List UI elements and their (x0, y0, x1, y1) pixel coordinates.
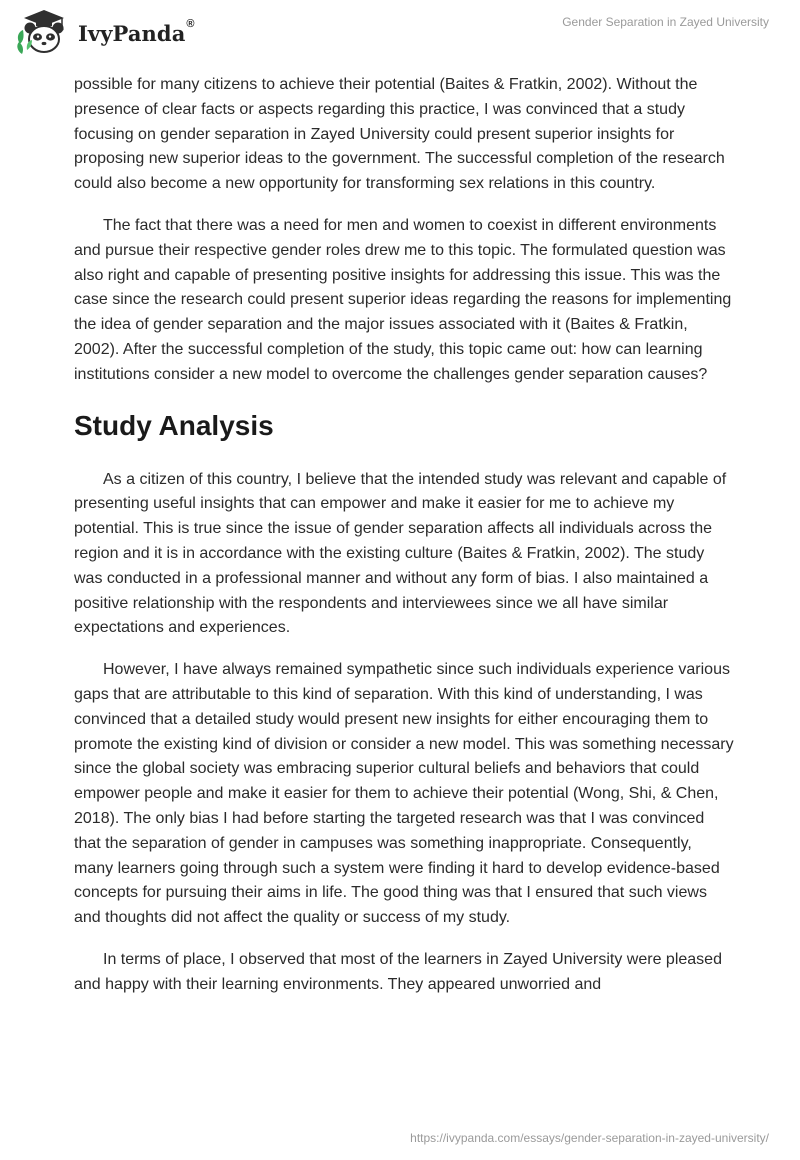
paragraph: As a citizen of this country, I believe that the intended study was relevant and capable of presenting useful insights that can empower and make it easier for me to achieve my potential. This is true since the issue of gender separation affects all individuals across the region and it is in accordance with the existing culture (Baites & Fratkin, 2002). The study was conducted in a professional manner and without any form of bias. I also maintained a positive relationship with the respondents and interviewees since we all have similar expectations and experiences. (74, 470, 727, 637)
paragraph: The fact that there was a need for men and women to coexist in different environments and pursue their respective gender roles drew me to this topic. The formulated question was also right and capable of presenting positive insights for addressing this issue. This was the case since the research could present superior ideas regarding the reasons for implementing the idea of gender separation and the major issues associated with it (Baites & Fratkin, 2002). After the successful completion of the study, this topic came out: how can learning institutions consider a new model to overcome the challenges gender separation causes? (74, 216, 732, 383)
section-heading: Study Analysis (74, 409, 274, 441)
registered-mark: ® (186, 17, 195, 30)
ivypanda-logo[interactable] (14, 8, 195, 58)
source-url-link[interactable]: https://ivypanda.com/essays/gender-separation-in-zayed-university/ (410, 1131, 769, 1145)
document-title: Gender Separation in Zayed University (562, 15, 769, 29)
paragraph-continued: possible for many citizens to achieve their potential (Baites & Fratkin, 2002). Without the presence of clear facts or aspects regarding this practice, I was convinced that a study focusing on gender separation in Zayed University could present superior insights for proposing new superior ideas to the government. The successful completion of the research could also become a new opportunity for transforming sex relations in this country. (74, 76, 725, 193)
essay-body (74, 73, 734, 998)
brand-name (78, 17, 195, 46)
panda-graduate-icon (14, 8, 70, 58)
paragraph: In terms of place, I observed that most of the learners in Zayed University were pleased and happy with their learning environments. They appeared unworried and (74, 950, 722, 993)
brand-name-text: IvyPanda (78, 20, 186, 46)
paragraph: However, I have always remained sympathetic since such individuals experience various gaps that are attributable to this kind of separation. With this kind of understanding, I was convinced that a detailed study would present new insights for either encouraging them to promote the existing kind of division or consider a new model. This was something necessary since the global society was embracing superior cultural beliefs and behaviors that could empower people and make it easier for them to achieve their potential (Wong, Shi, & Chen, 2018). The only bias I had before starting the targeted research was that I was convinced that the separation of gender in campuses was something inappropriate. Consequently, many learners going through such a system were finding it hard to develop evidence-based concepts for pursuing their aims in life. The good thing was that I ensured that such views and thoughts did not affect the quality or success of my study. (74, 661, 734, 927)
page-header (0, 0, 800, 70)
